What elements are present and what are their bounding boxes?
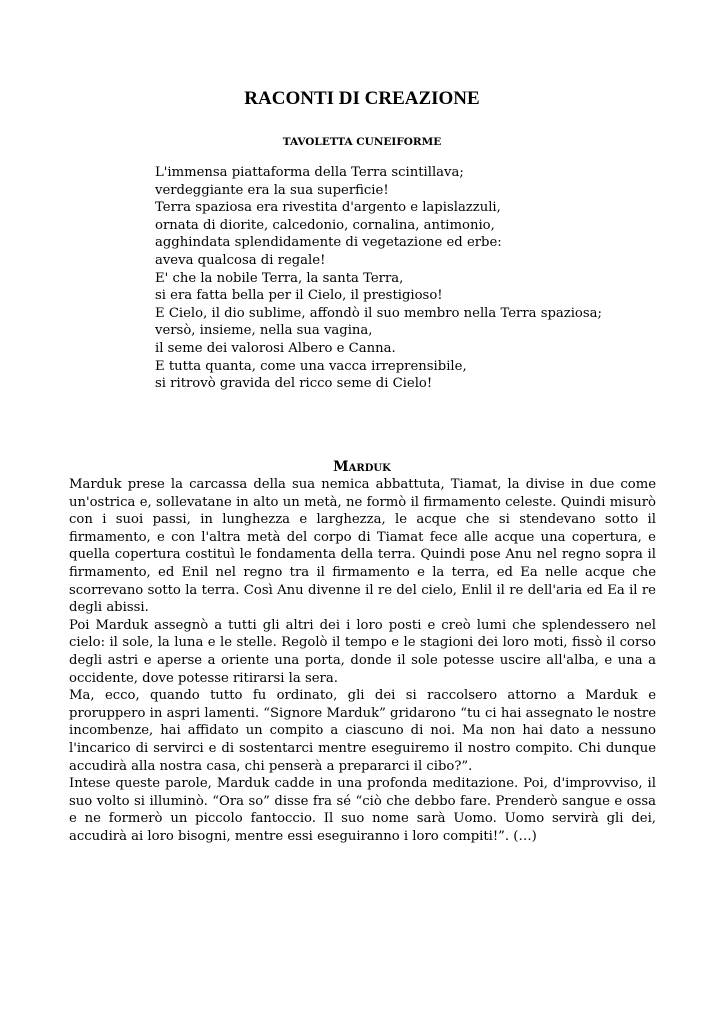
poem-line: agghindata splendidamente di vegetazione ed erbe: — [155, 235, 502, 251]
poem-line: si ritrovò gravida del ricco seme di Cielo! — [155, 376, 433, 392]
poem-line: E Cielo, il dio sublime, affondò il suo membro nella Terra spaziosa; — [155, 305, 602, 321]
poem-line: aveva qualcosa di regale! — [155, 252, 326, 268]
poem-line: E tutta quanta, come una vacca irreprensibile, — [155, 358, 467, 374]
poem-line: il seme dei valorosi Albero e Canna. — [155, 340, 396, 356]
page-subtitle: TAVOLETTA CUNEIFORME — [282, 136, 442, 148]
paragraph: Marduk prese la carcassa della sua nemica abbattuta, Tiamat, la divise in due come un'ostrica e, sollevatane in alto un metà, ne formò il firmamento celeste. Quindi misurò con i suoi passi, in lunghezza e larghezza, le acque che si stendevano sotto il firmamento, e con l'altra metà del corpo di Tiamat fece alle acque una copertura, e quella copertura costituì le fondamenta della terra. Quindi pose Anu nel regno sopra il firmamento, ed Enil nel regno tra il firmamento e la terra, ed Ea nelle acque che scorrevano sotto la terra. Così Anu divenne il re del cielo, Enlil il re dell'aria ed Ea il re degli abissi. — [69, 477, 656, 616]
poem-line: Terra spaziosa era rivestita d'argento e lapislazzuli, — [155, 200, 501, 216]
poem-line: ornata di diorite, calcedonio, cornalina, antimonio, — [155, 217, 495, 233]
paragraph: Poi Marduk assegnò a tutti gli altri dei i loro posti e creò lumi che splendessero nel cielo: il sole, la luna e le stelle. Regolò il tempo e le stagioni dei loro moti, fissò il corso degli astri e aperse a oriente una porta, donde il sole potesse uscire all'alba, e una a occidente, dove potesse ritirarsi la sera. — [69, 617, 656, 686]
poem-line: verdeggiante era la sua superficie! — [155, 182, 389, 198]
poem-line: L'immensa piattaforma della Terra scintillava; — [155, 165, 464, 180]
poem-block — [155, 164, 675, 393]
poem-line: E' che la nobile Terra, la santa Terra, — [155, 270, 404, 286]
poem-line: si era fatta bella per il Cielo, il prestigioso! — [155, 288, 443, 304]
paragraph: Ma, ecco, quando tutto fu ordinato, gli dei si raccolsero attorno a Marduk e proruppero in aspri lamenti. “Signore Marduk” gridarono “tu ci hai assegnato le nostre incombenze, hai affidato un compito a ciascuno di noi. Ma non hai dato a nessuno l'incarico di servirci e di sostentarci mentre eseguiremo il nostro compito. Chi dunque accudirà alla nostra casa, chi penserà a prepararci il cibo?”. — [69, 688, 656, 774]
prose-block — [69, 476, 656, 845]
section-title: Marduk — [333, 459, 391, 475]
poem-line: versò, insieme, nella sua vagina, — [155, 323, 373, 339]
page-title: RACONTI DI CREAZIONE — [244, 88, 480, 109]
paragraph: Intese queste parole, Marduk cadde in una profonda meditazione. Poi, d'improvviso, il suo volto si illuminò. “Ora so” disse fra sé “ciò che debbo fare. Prenderò sangue e ossa e ne formerò un piccolo fantoccio. Il suo nome sarà Uomo. Uomo servirà gli dei, accudirà ai loro bisogni, mentre essi eseguiranno i loro compiti!”. (…) — [69, 776, 656, 844]
